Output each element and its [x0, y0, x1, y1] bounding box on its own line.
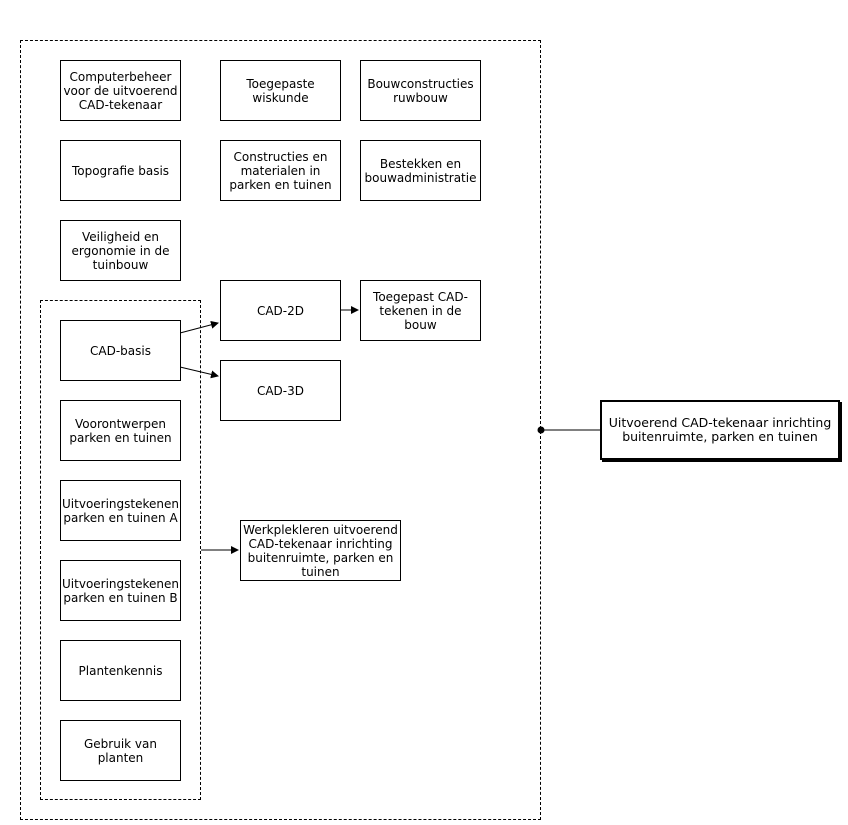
module-uitvoering-a[interactable]: Uitvoeringstekenen parken en tuinen A [60, 480, 181, 541]
arrow-cadbasis-to-cad3d [180, 367, 218, 376]
module-uitvoering-b[interactable]: Uitvoeringstekenen parken en tuinen B [60, 560, 181, 621]
module-cad-3d[interactable]: CAD-3D [220, 360, 341, 421]
module-computerbeheer[interactable]: Computerbeheer voor de uitvoerend CAD-tekenaar [60, 60, 181, 121]
module-constructies[interactable]: Constructies en materialen in parken en tuinen [220, 140, 341, 201]
module-cad-basis[interactable]: CAD-basis [60, 320, 181, 381]
module-bouwconstructies[interactable]: Bouwconstructies ruwbouw [360, 60, 481, 121]
module-veiligheid[interactable]: Veiligheid en ergonomie in de tuinbouw [60, 220, 181, 281]
module-topografie[interactable]: Topografie basis [60, 140, 181, 201]
arrow-cadbasis-to-cad2d [180, 323, 218, 333]
module-gebruik-planten[interactable]: Gebruik van planten [60, 720, 181, 781]
module-werkplekleren[interactable]: Werkplekleren uitvoerend CAD-tekenaar inrichting buitenruimte, parken en tuinen [240, 520, 401, 581]
module-voorontwerpen[interactable]: Voorontwerpen parken en tuinen [60, 400, 181, 461]
module-plantenkennis[interactable]: Plantenkennis [60, 640, 181, 701]
connector-dot [538, 427, 545, 434]
module-toegepaste-wiskunde[interactable]: Toegepaste wiskunde [220, 60, 341, 121]
module-cad-2d[interactable]: CAD-2D [220, 280, 341, 341]
qualification-box[interactable]: Uitvoerend CAD-tekenaar inrichting buitenruimte, parken en tuinen [600, 400, 840, 460]
module-toegepast-cad[interactable]: Toegepast CAD- tekenen in de bouw [360, 280, 481, 341]
module-bestekken[interactable]: Bestekken en bouwadministratie [360, 140, 481, 201]
